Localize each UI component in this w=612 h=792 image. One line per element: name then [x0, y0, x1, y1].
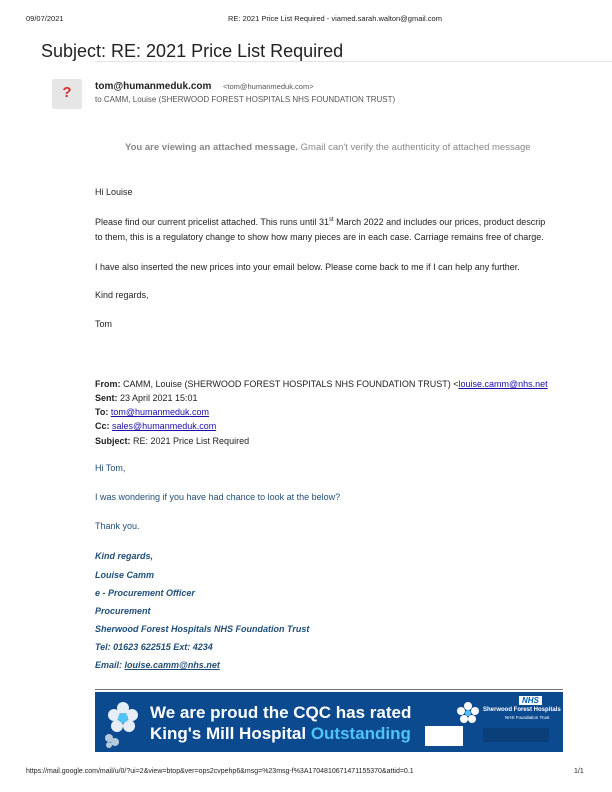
quoted-thanks: Thank you.	[95, 521, 140, 531]
email-subject: Subject: RE: 2021 Price List Required	[41, 41, 344, 61]
subject-divider	[95, 61, 612, 62]
print-date: 09/07/2021	[26, 14, 64, 23]
sender-name[interactable]: tom@humanmeduk.com	[95, 81, 212, 92]
quoted-cc: Cc: sales@humanmeduk.com	[95, 421, 217, 431]
signature-divider	[95, 689, 563, 690]
quoted-from: From: CAMM, Louise (SHERWOOD FOREST HOSPITALS NHS FOUNDATION TRUST) <louise.camm@nhs.net	[95, 379, 548, 389]
trust-flower-icon	[455, 700, 481, 726]
message-greeting: Hi Louise	[95, 187, 133, 197]
quoted-greeting: Hi Tom,	[95, 463, 126, 473]
recipient-line: to CAMM, Louise (SHERWOOD FOREST HOSPITALS NHS FOUNDATION TRUST)	[95, 95, 396, 104]
cqc-banner	[95, 692, 563, 752]
signature-role: e - Procurement Officer	[95, 588, 195, 598]
quoted-to: To: tom@humanmeduk.com	[95, 407, 210, 417]
cqc-logo	[425, 726, 463, 746]
signature-email: Email: louise.camm@nhs.net	[95, 660, 220, 670]
trust-subtitle: NHS Foundation Trust	[505, 715, 550, 720]
quoted-to-email-link[interactable]: tom@humanmeduk.com	[110, 407, 210, 417]
quoted-body: I was wondering if you have had chance to look at the below?	[95, 492, 341, 502]
flower-icon	[101, 696, 145, 748]
attached-message-notice	[125, 142, 531, 153]
signature-tel: Tel: 01623 622515 Ext: 4234	[95, 642, 213, 652]
signature-email-link[interactable]: louise.camm@nhs.net	[124, 660, 220, 670]
quoted-sent: Sent: 23 April 2021 15:01	[95, 393, 198, 403]
print-title: RE: 2021 Price List Required - viamed.sarah.walton@gmail.com	[228, 14, 442, 23]
signature-org: Sherwood Forest Hospitals NHS Foundation Trust	[95, 624, 310, 634]
print-page-number: 1/1	[574, 768, 584, 775]
quoted-from-email-link[interactable]: louise.camm@nhs.net	[458, 379, 548, 389]
banner-contact-block	[483, 728, 549, 742]
unknown-sender-icon: ?	[62, 84, 72, 101]
quoted-subject: Subject: RE: 2021 Price List Required	[95, 436, 250, 446]
signature-regards: Kind regards,	[95, 551, 154, 561]
message-closing: Kind regards,	[95, 290, 149, 300]
signature-dept: Procurement	[95, 606, 151, 616]
nhs-logo: NHS	[519, 696, 542, 705]
banner-line2: King's Mill Hospital Outstanding	[150, 724, 411, 743]
message-sender-name: Tom	[95, 319, 113, 329]
print-url: https://mail.google.com/mail/u/0/?ui=2&view=btop&ver=ops2cvpehp6&msg=%23msg-f%3A1704810671471155370&attid=0.1	[26, 768, 414, 775]
signature-name: Louise Camm	[95, 570, 155, 580]
sender-email: <tom@humanmeduk.com>	[223, 82, 314, 91]
message-para1-line2: to them, this is a regulatory change to show how many pieces are in each case. Carriage remains free of charge.	[95, 232, 544, 242]
trust-name: Sherwood Forest Hospitals	[483, 707, 561, 713]
sender-avatar	[52, 79, 82, 109]
quoted-cc-email-link[interactable]: sales@humanmeduk.com	[112, 421, 217, 431]
message-para1: Please find our current pricelist attached. This runs until 31st March 2022 and includes our prices, product descrip	[95, 217, 546, 227]
message-para2: I have also inserted the new prices into your email below. Please come back to me if I can help any further.	[95, 262, 520, 272]
notice-bold: You are viewing an attached message.	[125, 142, 298, 153]
notice-rest: Gmail can't verify the authenticity of attached message	[298, 142, 531, 153]
banner-line1: We are proud the CQC has rated	[150, 703, 412, 722]
